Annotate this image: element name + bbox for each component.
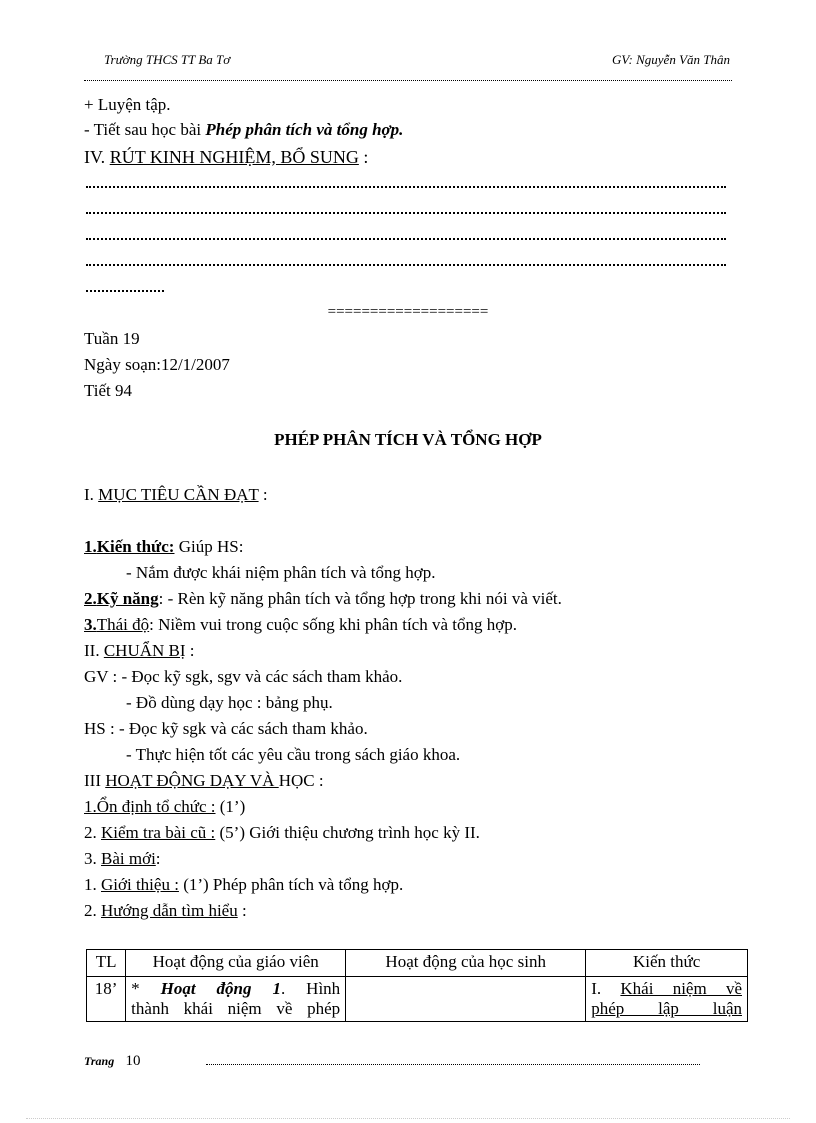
- period-label: Tiết 94: [84, 381, 133, 400]
- lesson-activity-table: [86, 949, 748, 1022]
- preparation-heading: II. CHUẨN BỊ :: [84, 641, 195, 660]
- page-footer: [84, 1053, 140, 1070]
- objectives-heading: I. MỤC TIÊU CẦN ĐẠT :: [84, 485, 268, 504]
- next-lesson-line: - Tiết sau học bài Phép phân tích và tổng hợp.: [84, 120, 404, 139]
- section-separator: ===================: [327, 304, 489, 320]
- header-cell-tl: TL: [87, 950, 126, 977]
- footer-dotted-rule: [206, 1064, 700, 1065]
- knowledge-item: - Nắm được khái niệm phân tích và tổng hợp.: [126, 563, 436, 582]
- teacher-name: GV: Nguyễn Văn Thân: [612, 52, 730, 67]
- lesson-title: PHÉP PHÂN TÍCH VÀ TỔNG HỢP: [274, 430, 542, 449]
- table-header-row: [87, 950, 748, 977]
- date-label: Ngày soạn:12/1/2007: [84, 355, 230, 374]
- teacher-prep-1: GV : - Đọc kỹ sgk, sgv và các sách tham khảo.: [84, 667, 403, 686]
- student-prep-1: HS : - Đọc kỹ sgk và các sách tham khảo.: [84, 719, 368, 738]
- table-row: [87, 977, 748, 1022]
- notes-dotted-line: [86, 264, 726, 266]
- skills-line: 2.Kỹ năng: - Rèn kỹ năng phân tích và tổng hợp trong khi nói và viết.: [84, 589, 562, 608]
- page-bottom-border: [26, 1118, 790, 1119]
- attitude-line: 3.Thái độ: Niềm vui trong cuộc sống khi phân tích và tổng hợp.: [84, 615, 517, 634]
- notes-dotted-line: [86, 212, 726, 214]
- activities-heading: III HOẠT ĐỘNG DẠY VÀ HỌC :: [84, 771, 324, 790]
- knowledge-line: 1.Kiến thức: Giúp HS:: [84, 537, 244, 556]
- header-dotted-rule: [84, 80, 732, 81]
- practice-line: + Luyện tập.: [84, 95, 171, 114]
- next-lesson-title: Phép phân tích và tổng hợp.: [205, 120, 404, 139]
- cell-time: 18’: [87, 977, 126, 1022]
- header-cell-knowledge: Kiến thức: [586, 950, 748, 977]
- step-review: 2. Kiểm tra bài cũ : (5’) Giới thiệu chương trình học kỳ II.: [84, 823, 480, 842]
- notes-dotted-line-short: [86, 290, 164, 292]
- cell-teacher-activity: * Hoạt động 1. Hình thành khái niệm về phép: [126, 977, 346, 1022]
- page-label: Trang: [84, 1054, 115, 1068]
- step-organization: 1.Ổn định tổ chức : (1’): [84, 797, 246, 816]
- header-cell-student: Hoạt động của học sinh: [346, 950, 586, 977]
- school-name: Trường THCS TT Ba Tơ: [104, 52, 231, 67]
- guide-line: 2. Hướng dẫn tìm hiểu :: [84, 901, 247, 920]
- cell-student-activity: [346, 977, 586, 1022]
- page-header: [84, 44, 732, 84]
- page-number: 10: [125, 1053, 141, 1069]
- week-label: Tuần 19: [84, 329, 140, 348]
- notes-dotted-line: [86, 186, 726, 188]
- cell-knowledge: I. Khái niệm về phép lập luận: [586, 977, 748, 1022]
- section-iv-heading: IV. RÚT KINH NGHIỆM, BỔ SUNG :: [84, 147, 369, 167]
- teacher-prep-2: - Đồ dùng dạy học : bảng phụ.: [126, 693, 333, 712]
- notes-dotted-line: [86, 238, 726, 240]
- student-prep-2: - Thực hiện tốt các yêu cầu trong sách giáo khoa.: [126, 745, 461, 764]
- header-cell-teacher: Hoạt động của giáo viên: [126, 950, 346, 977]
- intro-line: 1. Giới thiệu : (1’) Phép phân tích và tổng hợp.: [84, 875, 404, 894]
- step-new-lesson: 3. Bài mới:: [84, 849, 161, 868]
